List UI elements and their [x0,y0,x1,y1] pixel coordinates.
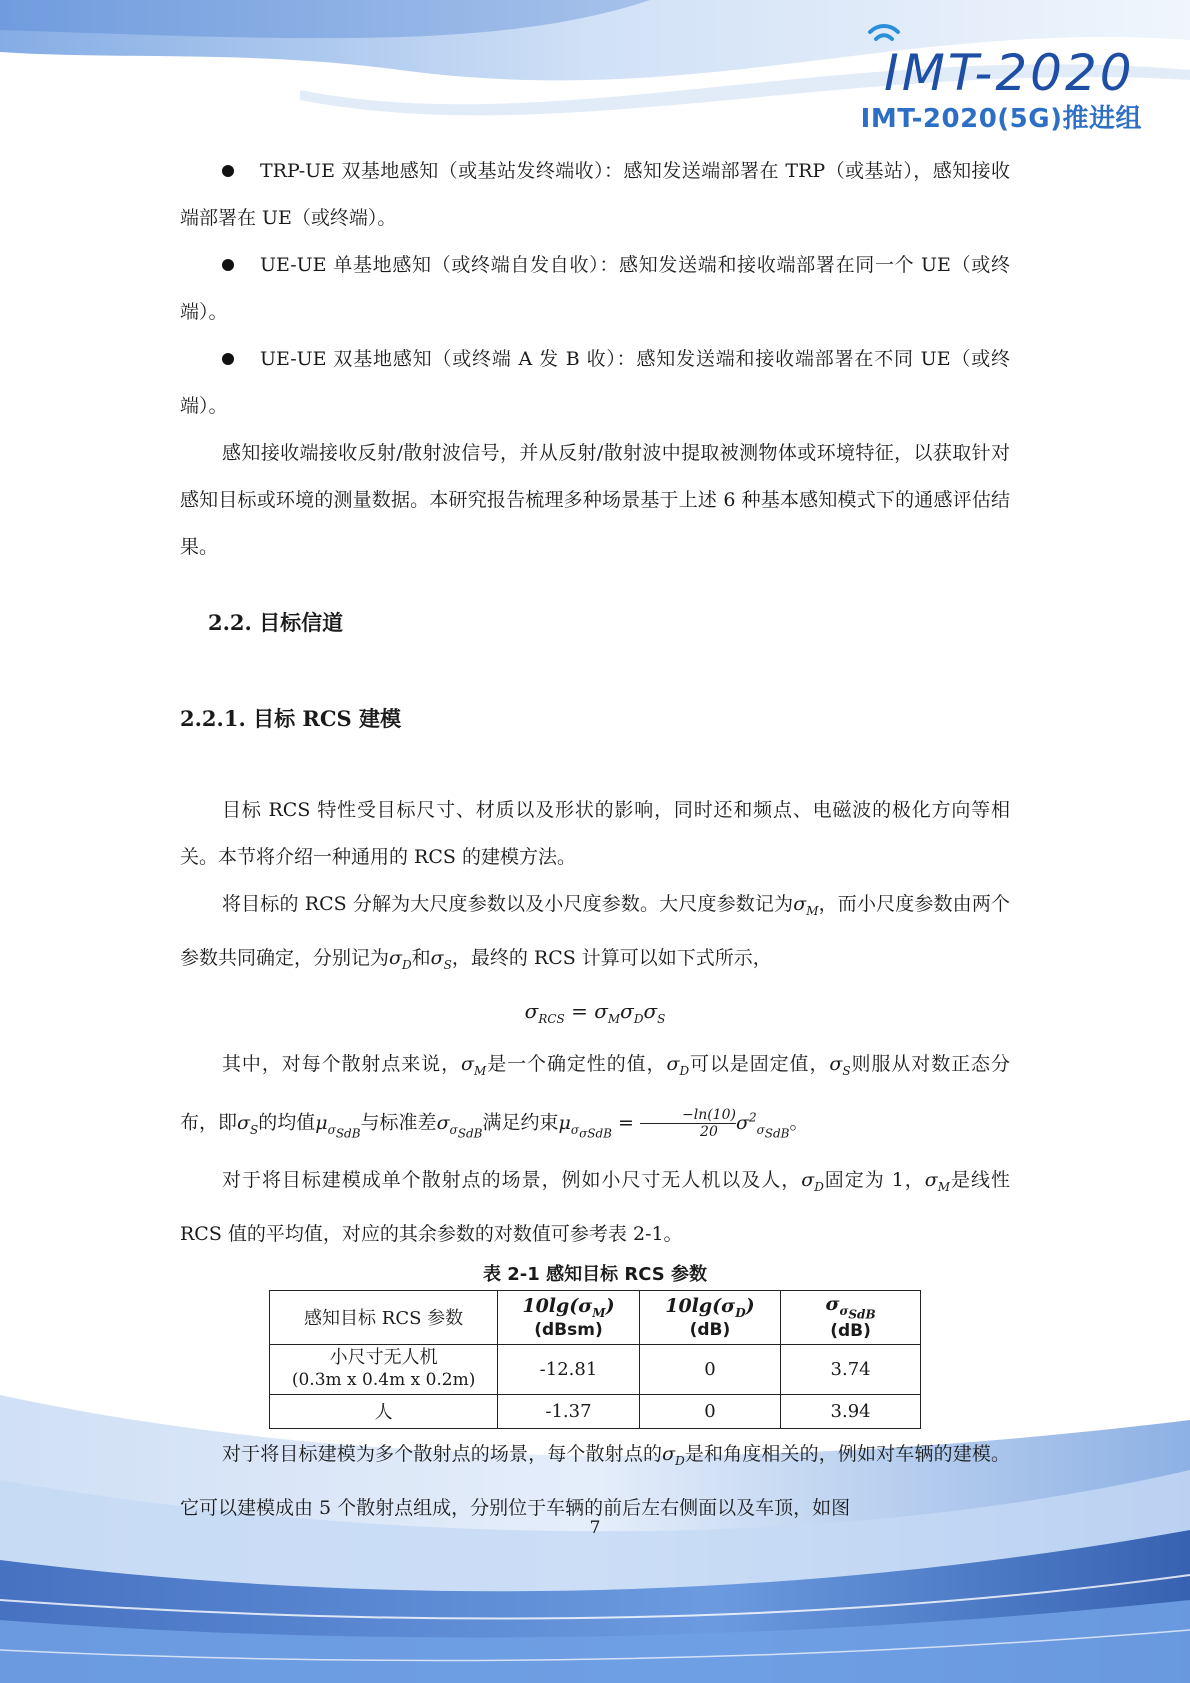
page-content [180,148,1010,571]
table-cell-target: 小尺寸无人机 (0.3m x 0.4m x 0.2m) [270,1344,498,1394]
table-header-row [270,1290,921,1344]
bullet-dot-icon [222,259,234,271]
paragraph-rcs-distribution: 其中，对每个散射点来说，$\sigma_M$是一个确定性的值，$\sigma_D$可以是固定值，$\sigma_S$则服从对数正态分布，即$\sigma_S$的均值$\mu_{\sigma_{SdB}}$与标准差$\sigma_{\sigma_{SdB}}$满足约束$\mu_{\sigma_{\sigma SdB}}$ = $\frac{-\ln(10)}{20}$ $\sigma^2_{\sigma_{SdB}}$。 [180,1052,1010,1141]
table-header-sigma-m: $10\lg(\sigma_M)$ (dBsm) [498,1290,640,1344]
table-caption: 表 2-1 感知目标 RCS 参数 [483,1263,707,1285]
table-cell-sigma-d: 0 [639,1344,780,1394]
rcs-parameter-table [269,1290,921,1429]
logo-subtitle: IMT-2020(5G)推进组 [860,104,1142,134]
paragraph-single-scatter: 对于将目标建模成单个散射点的场景，例如小尺寸无人机以及人，$\sigma_D$固定为 1，$\sigma_M$是线性 RCS 值的平均值，对应的其余参数的对数值可参考表 2-1。 [180,1168,1010,1245]
table-cell-sigma-s: 3.94 [781,1394,921,1428]
paragraph-rcs-decomposition: 将目标的 RCS 分解为大尺度参数以及小尺度参数。大尺度参数记为$\sigma_M$，而小尺度参数由两个参数共同确定，分别记为$\sigma_D$和$\sigma_S$，最终的 RCS 计算可以如下式所示， [180,893,1010,972]
table-cell-sigma-s: 3.74 [781,1344,921,1394]
table-row [270,1394,921,1428]
table-header-target: 感知目标 RCS 参数 [270,1290,498,1344]
rcs-equation: $\sigma_{RCS} = \sigma_M\sigma_D\sigma_S$ [524,998,666,1026]
bullet-ue-ue-bi [180,336,1010,430]
bullet-trp-ue [180,148,1010,242]
section-heading-2-2: 2.2. 目标信道 [208,610,344,635]
page-content-rcs [180,787,1010,1532]
table-cell-sigma-m: -1.37 [498,1394,640,1428]
paragraph-sensing-summary: 感知接收端接收反射/散射波信号，并从反射/散射波中提取被测物体或环境特征，以获取针对感知目标或环境的测量数据。本研究报告梳理多种场景基于上述 6 种基本感知模式下的通感评估结果。 [180,442,1010,558]
table-header-sigma-s: $\sigma_{\sigma_{SdB}}$ (dB) [781,1290,921,1344]
bullet-dot-icon [222,353,234,365]
bullet-text: UE-UE 单基地感知（或终端自发自收）：感知发送端和接收端部署在同一个 UE（或终端）。 [180,254,1010,323]
bullet-text: TRP-UE 双基地感知（或基站发终端收）：感知发送端部署在 TRP（或基站），感知接收端部署在 UE（或终端）。 [180,160,1010,229]
table-row [270,1344,921,1394]
page-number: 7 [589,1518,601,1538]
paragraph-rcs-intro: 目标 RCS 特性受目标尺寸、材质以及形状的影响，同时还和频点、电磁波的极化方向等相关。本节将介绍一种通用的 RCS 的建模方法。 [180,799,1010,868]
table-header-sigma-d: $10\lg(\sigma_D)$ (dB) [639,1290,780,1344]
logo-text: IMT-2020 [884,44,1135,102]
table-cell-sigma-m: -12.81 [498,1344,640,1394]
paragraph-multi-scatter: 对于将目标建模为多个散射点的场景，每个散射点的$\sigma_D$是和角度相关的，例如对车辆的建模。它可以建模成由 5 个散射点组成，分别位于车辆的前后左右侧面以及车顶，如图 [180,1442,1010,1519]
bullet-text: UE-UE 双基地感知（或终端 A 发 B 收）：感知发送端和接收端部署在不同 UE（或终端）。 [180,348,1010,417]
bullet-dot-icon [222,165,234,177]
table-cell-sigma-d: 0 [639,1394,780,1428]
table-cell-target: 人 [270,1394,498,1428]
section-heading-2-2-1: 2.2.1. 目标 RCS 建模 [180,706,402,731]
bullet-ue-ue-mono [180,242,1010,336]
